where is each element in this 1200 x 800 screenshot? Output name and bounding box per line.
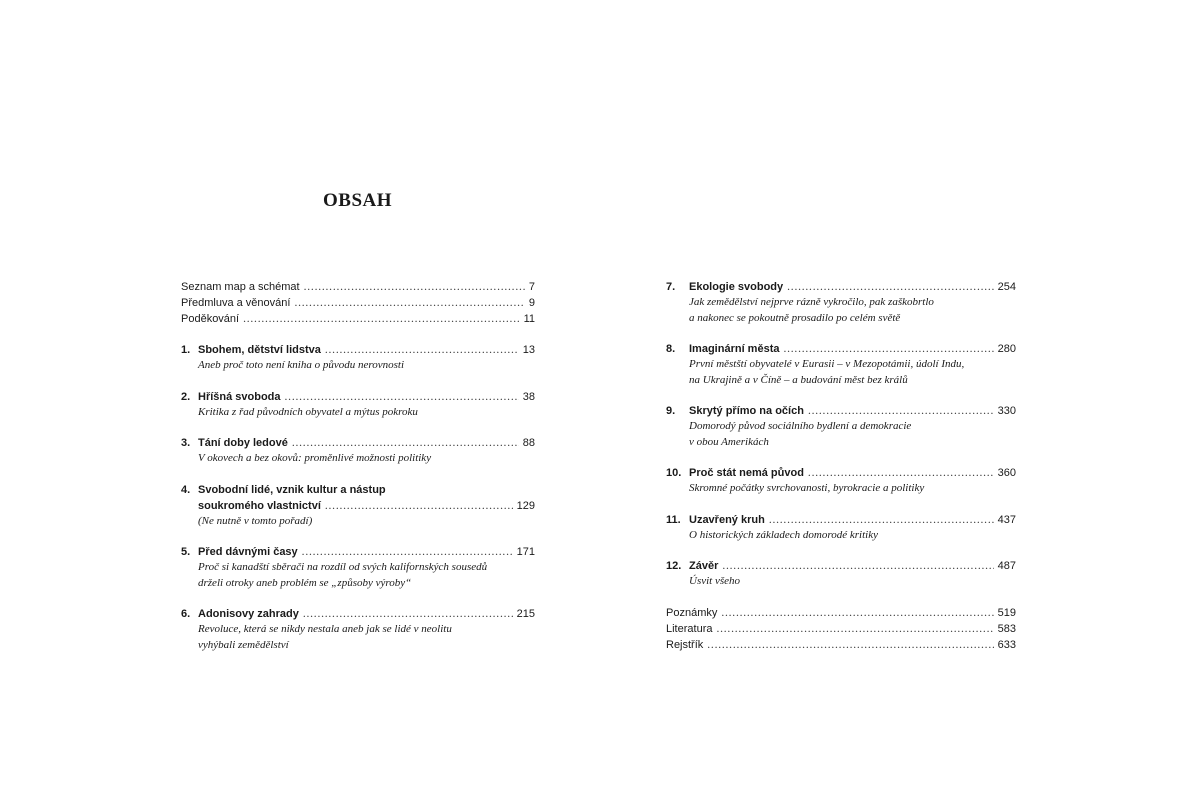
chapter-entry[interactable] (666, 341, 1016, 388)
page-number: 583 (997, 622, 1016, 635)
toc-entry[interactable] (181, 279, 535, 295)
toc-left-column (181, 279, 535, 653)
chapter-entry[interactable] (666, 558, 1016, 590)
chapter-subtitle: v obou Amerikách (689, 435, 769, 448)
chapter-subtitle: Kritika z řad původních obyvatel a mýtus pokroku (198, 405, 418, 418)
chapter-entry[interactable] (181, 435, 535, 467)
leader-dots (303, 606, 513, 622)
chapter-subtitle: drželi otroky aneb problém se „způsoby výroby“ (198, 576, 412, 589)
chapter-subtitle: (Ne nutně v tomto pořadí) (198, 514, 313, 527)
chapter-title-continued: soukromého vlastnictví (198, 499, 321, 512)
chapter-number: 7. (666, 281, 676, 293)
chapter-title: Svobodní lidé, vznik kultur a nástup (198, 483, 386, 496)
chapter-subtitle: Aneb proč toto není kniha o původu nerovnosti (198, 359, 405, 371)
chapter-title: Hříšná svoboda (198, 390, 281, 403)
page-number: 280 (997, 343, 1016, 355)
entry-label: Literatura (666, 622, 713, 635)
chapter-number: 6. (181, 608, 191, 620)
leader-dots (769, 512, 994, 528)
chapter-title: Proč stát nemá původ (689, 467, 804, 479)
leader-dots (302, 544, 513, 560)
chapter-subtitle: V okovech a bez okovů: proměnlivé možnosti politiky (198, 452, 432, 464)
backmatter-list (666, 605, 1016, 653)
chapter-number: 1. (181, 344, 191, 356)
chapter-subtitle: Revoluce, která se nikdy nestala aneb jak se lidé v neolitu (198, 623, 452, 635)
chapter-entry[interactable] (666, 512, 1016, 544)
page-number: 254 (997, 281, 1016, 293)
leader-dots (707, 637, 993, 653)
page-number: 330 (997, 405, 1016, 417)
toc-entry[interactable] (666, 605, 1016, 621)
chapter-subtitle: První městští obyvatelé v Eurasii – v Mezopotámii, údolí Indu, (689, 358, 965, 370)
leader-dots (808, 403, 994, 419)
leader-dots (722, 558, 993, 574)
chapter-number: 5. (181, 546, 191, 558)
page-number: 215 (516, 608, 535, 620)
chapter-subtitle: Domorodý původ sociálního bydlení a demokracie (689, 420, 912, 432)
chapter-subtitle: Jak zemědělství nejprve rázně vykročilo, pak zaškobrtlo (689, 296, 934, 308)
chapter-title: Uzavřený kruh (689, 513, 765, 526)
chapter-title: Závěr (689, 560, 719, 572)
chapter-title: Tání doby ledové (198, 437, 288, 449)
leader-dots (243, 311, 519, 327)
toc-entry[interactable] (181, 311, 535, 327)
page-number: 11 (523, 313, 535, 325)
leader-dots (716, 621, 993, 637)
page-number: 437 (997, 513, 1016, 526)
chapter-number: 3. (181, 437, 191, 449)
page-number: 7 (528, 281, 535, 293)
page-number: 88 (522, 437, 535, 449)
chapter-title: Imaginární města (689, 343, 780, 355)
chapter-subtitle: na Ukrajině a v Číně – a budování měst bez králů (689, 373, 908, 386)
chapter-subtitle: Skromné počátky svrchovanosti, byrokracie a politiky (689, 482, 925, 494)
chapter-number: 4. (181, 483, 191, 496)
entry-label: Předmluva a věnování (181, 297, 291, 309)
chapter-number: 9. (666, 405, 676, 417)
chapter-title: Adonisovy zahrady (198, 608, 299, 620)
page-number: 487 (997, 560, 1016, 572)
chapter-number: 10. (666, 467, 682, 479)
chapter-title: Ekologie svobody (689, 281, 784, 293)
leader-dots (783, 341, 993, 357)
leader-dots (808, 465, 994, 481)
leader-dots (304, 279, 525, 295)
leader-dots (294, 295, 524, 311)
page-number: 129 (516, 499, 535, 512)
toc-right-column (666, 279, 1016, 653)
page-number: 360 (997, 467, 1016, 479)
chapter-entry[interactable] (666, 465, 1016, 497)
chapter-subtitle: O historických základech domorodé kritiky (689, 528, 878, 541)
page-number: 9 (528, 297, 535, 309)
page-number: 171 (516, 546, 535, 558)
entry-label: Rejstřík (666, 638, 704, 651)
prelim-list (181, 279, 535, 327)
page-number: 633 (997, 638, 1016, 651)
page-number: 519 (997, 606, 1016, 619)
leader-dots (787, 279, 994, 295)
chapter-entry[interactable] (181, 342, 535, 374)
toc-entry[interactable] (181, 295, 535, 311)
leader-dots (721, 605, 993, 621)
leader-dots (285, 389, 519, 405)
chapter-number: 12. (666, 560, 682, 572)
page-number: 38 (522, 390, 535, 403)
entry-label: Poděkování (181, 313, 240, 325)
chapter-entry[interactable] (181, 389, 535, 421)
chapter-entry[interactable] (181, 544, 535, 591)
chapter-subtitle: vyhýbali zemědělství (198, 638, 289, 651)
chapter-entry[interactable] (181, 606, 535, 653)
entry-label: Seznam map a schémat (181, 281, 300, 293)
chapter-subtitle: Proč si kanadští sběrači na rozdíl od svých kalifornských sousedů (198, 561, 488, 573)
chapter-title: Skrytý přímo na očích (689, 405, 804, 417)
chapter-entry[interactable] (666, 403, 1016, 450)
chapter-subtitle: Úsvit všeho (689, 575, 741, 587)
chapter-subtitle: a nakonec se pokoutně prosadilo po celém světě (689, 311, 901, 324)
toc-entry[interactable] (666, 621, 1016, 637)
page-title: OBSAH (323, 190, 393, 211)
page-number: 13 (522, 344, 535, 356)
chapter-number: 8. (666, 343, 676, 355)
chapter-entry[interactable] (666, 279, 1016, 326)
entry-label: Poznámky (666, 606, 718, 619)
leader-dots (325, 498, 513, 514)
chapter-title: Sbohem, dětství lidstva (198, 344, 321, 356)
chapter-title: Před dávnými časy (198, 546, 298, 558)
chapter-number: 2. (181, 390, 191, 403)
leader-dots (325, 342, 519, 358)
toc-entry[interactable] (666, 637, 1016, 653)
chapter-entry[interactable] (181, 482, 535, 530)
chapter-number: 11. (666, 513, 681, 526)
leader-dots (292, 435, 519, 451)
